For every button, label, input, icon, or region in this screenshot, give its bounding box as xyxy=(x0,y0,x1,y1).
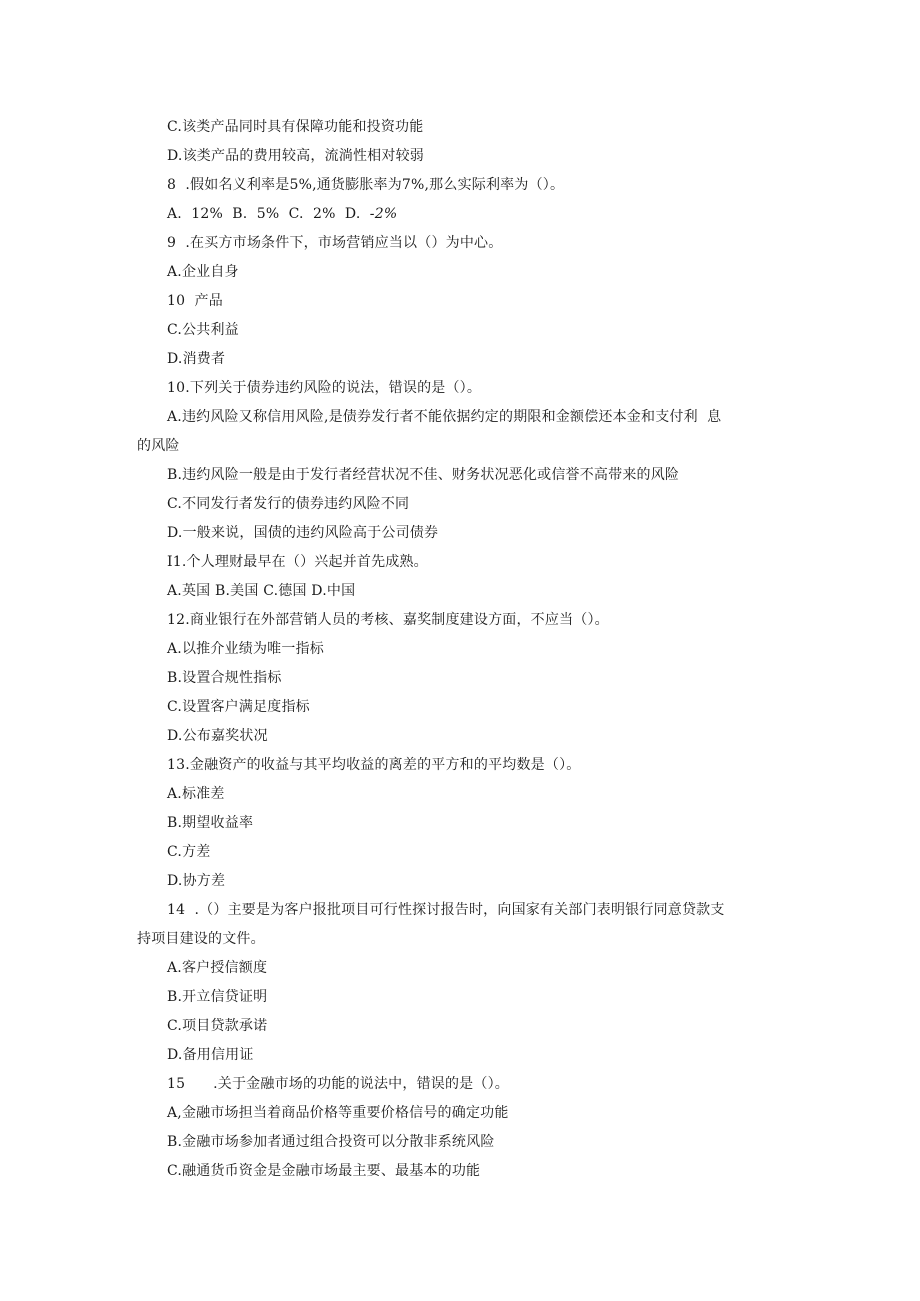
option-b-line: B.违约风险一般是由于发行者经营状况不佳、财务状况恶化或信誉不高带来的风险 xyxy=(167,467,680,483)
question-11-options: A.英国 B.美国 C.德国 D.中国 xyxy=(167,583,356,599)
question-10: 10.下列关于债券违约风险的说法，错误的是（）。 xyxy=(167,380,482,396)
option-d-line: D.一般来说，国债的违约风险高于公司债券 xyxy=(167,525,439,541)
option-b-line: B.设置合规性指标 xyxy=(167,670,282,686)
option-b-line: B.开立信贷证明 xyxy=(167,989,268,1005)
option-b-line: B.金融市场参加者通过组合投资可以分散非系统风险 xyxy=(167,1134,495,1150)
question-14: 14 .（）主要是为客户报批项目可行性探讨报告时，向国家有关部门表明银行同意贷款支 xyxy=(167,902,725,918)
option-a-line: A.以推介业绩为唯一指标 xyxy=(167,641,324,657)
option-d-line: D.消费者 xyxy=(167,351,226,367)
option-d-line: D.该类产品的费用较高，流淌性相对较弱 xyxy=(167,148,424,164)
option-b-line: B.期望收益率 xyxy=(167,815,254,831)
option-c-line: C.方差 xyxy=(167,844,211,860)
option-a-line: A.企业自身 xyxy=(167,264,239,280)
question-12: 12.商业银行在外部营销人员的考核、嘉奖制度建设方面，不应当（）。 xyxy=(167,612,609,628)
option-d-line: D.协方差 xyxy=(167,873,226,889)
question-8: 8 .假如名义利率是5%,通货膨胀率为7%,那么实际利率为（）。 xyxy=(167,177,565,193)
option-c-line: C.该类产品同时具有保障功能和投资功能 xyxy=(167,119,424,135)
question-13: 13.金融资产的收益与其平均收益的离差的平方和的平均数是（）。 xyxy=(167,757,581,773)
option-c-line: C.融通货币资金是金融市场最主要、最基本的功能 xyxy=(167,1163,481,1179)
option-a-line: A,金融市场担当着商品价格等重要价格信号的确定功能 xyxy=(167,1105,509,1121)
question-8-option-d-value: -2% xyxy=(369,206,398,222)
option-c-line: C.设置客户满足度指标 xyxy=(167,699,310,715)
option-d-line: D.公布嘉奖状况 xyxy=(167,728,268,744)
option-c-line: C.项目贷款承诺 xyxy=(167,1018,268,1034)
option-c-line: C.公共利益 xyxy=(167,322,239,338)
question-14-continuation: 持项目建设的文件。 xyxy=(137,931,265,947)
option-a-line: A.标准差 xyxy=(167,786,225,802)
question-8-options-text: A. 12% B. 5% C. 2% D. xyxy=(167,206,370,222)
option-a-line: A.违约风险又称信用风险,是债券发行者不能依据约定的期限和金额偿还本金和支付利 息 xyxy=(167,409,722,425)
option-b-line: 10 产品 xyxy=(167,293,223,309)
option-a-continuation: 的风险 xyxy=(137,438,180,454)
question-11: I1.个人理财最早在（）兴起并首先成熟。 xyxy=(167,554,428,570)
option-c-line: C.不同发行者发行的债券违约风险不同 xyxy=(167,496,410,512)
question-9: 9 .在买方市场条件下，市场营销应当以（）为中心。 xyxy=(167,235,503,251)
question-15: 15 .关于金融市场的功能的说法中，错误的是（）。 xyxy=(167,1076,509,1092)
option-a-line: A.客户授信额度 xyxy=(167,960,268,976)
option-d-line: D.备用信用证 xyxy=(167,1047,254,1063)
question-8-options xyxy=(167,204,397,224)
